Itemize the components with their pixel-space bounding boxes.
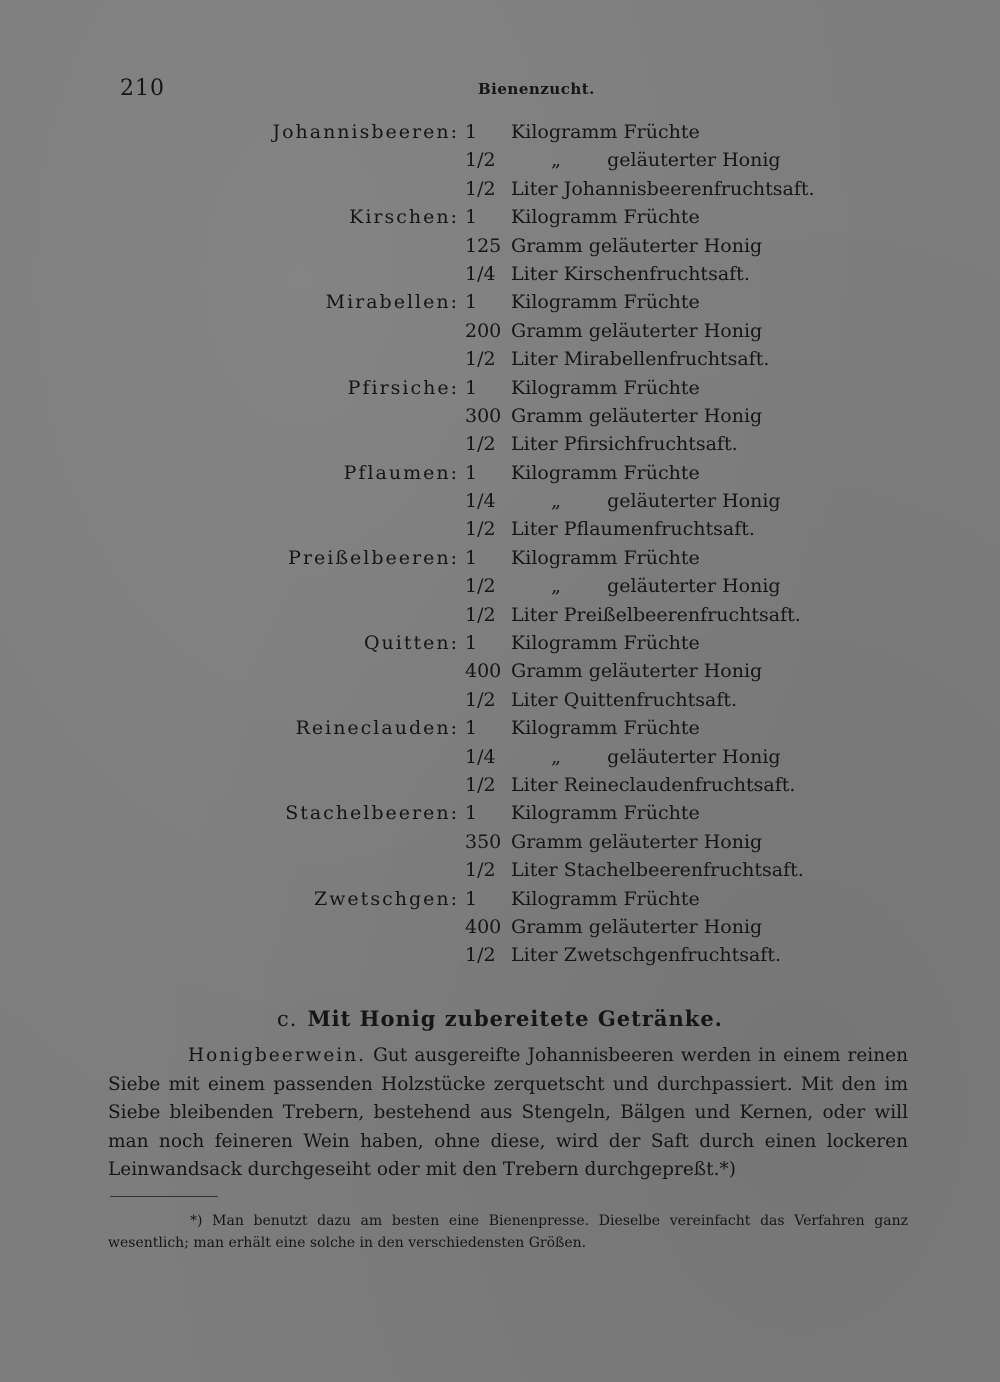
ingredient-description: Kilogramm Früchte xyxy=(511,887,700,910)
fruit-name: Preißelbeeren: xyxy=(288,546,459,569)
recipe-line xyxy=(0,515,1000,543)
fruit-name: Pfirsiche: xyxy=(347,376,459,399)
recipe-line xyxy=(0,345,1000,373)
section-letter: c. xyxy=(277,1007,298,1031)
fruit-name: Reineclauden: xyxy=(295,717,459,740)
ditto-mark: „ xyxy=(551,575,561,598)
recipe-line xyxy=(0,288,1000,316)
ingredient xyxy=(465,572,781,600)
fruit-name: Pflaumen: xyxy=(343,461,459,484)
ingredient-description: Liter Johannisbeerenfruchtsaft. xyxy=(511,177,815,200)
ingredient-quantity: 400 xyxy=(465,660,502,683)
body-paragraph xyxy=(108,1042,908,1185)
fruit-name: Quitten: xyxy=(363,632,459,655)
recipe-line xyxy=(0,885,1000,913)
fruit-name: Johannisbeeren: xyxy=(272,121,459,143)
recipe-line xyxy=(0,657,1000,685)
ingredient-description: Liter Zwetschgenfruchtsaft. xyxy=(511,944,782,967)
ingredient xyxy=(465,771,795,799)
recipe-list xyxy=(0,118,1000,970)
ingredient-quantity: 1/4 xyxy=(465,745,496,768)
ingredient-description: Gramm geläuterter Honig xyxy=(511,234,763,257)
ingredient-quantity: 1/4 xyxy=(465,490,496,513)
ingredient xyxy=(465,714,700,742)
recipe-line xyxy=(0,799,1000,827)
ingredient-description: geläuterter Honig xyxy=(607,745,781,768)
ingredient-quantity: 1/4 xyxy=(465,262,496,285)
ingredient-quantity: 1/2 xyxy=(465,433,496,456)
ingredient-quantity: 1/2 xyxy=(465,773,496,796)
ingredient-description: geläuterter Honig xyxy=(607,490,781,513)
ingredient-description: Kilogramm Früchte xyxy=(511,376,700,399)
recipe-line xyxy=(0,771,1000,799)
ingredient-description: Kilogramm Früchte xyxy=(511,546,700,569)
ingredient-quantity: 1/2 xyxy=(465,348,496,371)
recipe-line xyxy=(0,828,1000,856)
ingredient xyxy=(465,118,700,146)
ingredient-description: Kilogramm Früchte xyxy=(511,717,700,740)
ingredient-quantity: 1 xyxy=(465,717,478,740)
ingredient xyxy=(465,544,700,572)
footnote-divider xyxy=(110,1196,218,1197)
ingredient xyxy=(465,601,801,629)
ingredient xyxy=(465,374,700,402)
ingredient-description: Liter Preißelbeerenfruchtsaft. xyxy=(511,603,801,626)
ingredient xyxy=(465,487,781,515)
recipe-line xyxy=(0,232,1000,260)
ingredient-description: Kilogramm Früchte xyxy=(511,291,700,314)
ingredient-description: Gramm geläuterter Honig xyxy=(511,915,763,938)
ingredient-description: Kilogramm Früchte xyxy=(511,461,700,484)
paragraph-text: Gut ausgereifte Johannisbeeren werden in einem reinen Siebe mit einem passenden Holzstücke zerquetscht und durchpassiert. Mit den im Siebe bleibenden Trebern, bestehend aus Stengeln, Bälgen und Kernen, oder will man noch feineren Wein haben, ohne diese, wird der Saft durch einen lockeren Leinwandsack durchgeseiht oder mit den Trebern durchgepreßt.*) xyxy=(108,1045,908,1180)
ingredient xyxy=(465,459,700,487)
ingredient-description: Liter Pfirsichfruchtsaft. xyxy=(511,433,738,456)
ingredient-description: Liter Stachelbeerenfruchtsaft. xyxy=(511,859,804,882)
ingredient-description: Kilogramm Früchte xyxy=(511,632,700,655)
recipe-line xyxy=(0,913,1000,941)
ingredient xyxy=(465,657,762,685)
fruit-name: Mirabellen: xyxy=(325,291,459,314)
ingredient-description: Gramm geläuterter Honig xyxy=(511,830,763,853)
ingredient-quantity: 1 xyxy=(465,887,478,910)
fruit-name: Kirschen: xyxy=(349,206,459,229)
ingredient xyxy=(465,885,700,913)
ingredient-quantity: 1 xyxy=(465,206,478,229)
recipe-line xyxy=(0,743,1000,771)
ingredient-quantity: 1/2 xyxy=(465,944,496,967)
ditto-mark: „ xyxy=(551,490,561,513)
ingredient xyxy=(465,743,781,771)
ingredient xyxy=(465,203,700,231)
ingredient-description: Liter Reineclaudenfruchtsaft. xyxy=(511,773,796,796)
ditto-mark: „ xyxy=(551,745,561,768)
recipe-line xyxy=(0,601,1000,629)
ingredient-description: Kilogramm Früchte xyxy=(511,802,700,825)
ingredient-quantity: 400 xyxy=(465,915,502,938)
ingredient-description: geläuterter Honig xyxy=(607,149,781,172)
ingredient xyxy=(465,913,762,941)
ingredient-description: Liter Pflaumenfruchtsaft. xyxy=(511,518,755,541)
recipe-line xyxy=(0,146,1000,174)
ingredient xyxy=(465,828,762,856)
ingredient-description: Gramm geläuterter Honig xyxy=(511,319,763,342)
ingredient-description: Kilogramm Früchte xyxy=(511,206,700,229)
fruit-name: Zwetschgen: xyxy=(313,887,459,910)
ingredient-quantity: 1 xyxy=(465,291,478,314)
section-heading xyxy=(0,1006,1000,1031)
ingredient-description: Liter Mirabellenfruchtsaft. xyxy=(511,348,770,371)
recipe-line xyxy=(0,572,1000,600)
ingredient-description: Kilogramm Früchte xyxy=(511,121,700,143)
recipe-line xyxy=(0,714,1000,742)
ingredient-quantity: 200 xyxy=(465,319,502,342)
recipe-line xyxy=(0,629,1000,657)
ingredient xyxy=(465,260,750,288)
page-number: 210 xyxy=(120,76,165,101)
recipe-line xyxy=(0,856,1000,884)
ingredient-quantity: 1 xyxy=(465,546,478,569)
ingredient-description: Gramm geläuterter Honig xyxy=(511,404,763,427)
ingredient xyxy=(465,515,755,543)
ingredient-quantity: 1/2 xyxy=(465,177,496,200)
ingredient xyxy=(465,941,781,969)
ingredient xyxy=(465,856,804,884)
ingredient xyxy=(465,288,700,316)
ingredient xyxy=(465,686,737,714)
recipe-line xyxy=(0,686,1000,714)
recipe-line xyxy=(0,175,1000,203)
ingredient xyxy=(465,317,762,345)
ingredient-description: Gramm geläuterter Honig xyxy=(511,660,763,683)
ingredient xyxy=(465,430,738,458)
recipe-line xyxy=(0,941,1000,969)
ingredient xyxy=(465,175,815,203)
ingredient-quantity: 1/2 xyxy=(465,859,496,882)
ditto-mark: „ xyxy=(551,149,561,172)
ingredient xyxy=(465,799,700,827)
ingredient-quantity: 1 xyxy=(465,376,478,399)
recipe-line xyxy=(0,402,1000,430)
recipe-line xyxy=(0,203,1000,231)
ingredient-quantity: 1 xyxy=(465,632,478,655)
paragraph-lead-word: Honigbeerwein. xyxy=(188,1045,367,1066)
running-head: Bienenzucht. xyxy=(478,80,595,98)
ingredient-quantity: 1/2 xyxy=(465,688,496,711)
ingredient-description: Liter Quittenfruchtsaft. xyxy=(511,688,738,711)
recipe-line xyxy=(0,374,1000,402)
footnote: *) Man benutzt dazu am besten eine Bienenpresse. Dieselbe vereinfacht das Verfahren ganz wesentlich; man erhält eine solche in den verschiedensten Größen. xyxy=(108,1213,908,1251)
ingredient-quantity: 1/2 xyxy=(465,518,496,541)
recipe-line xyxy=(0,459,1000,487)
ingredient xyxy=(465,146,781,174)
ingredient-quantity: 1 xyxy=(465,121,478,143)
ingredient xyxy=(465,232,762,260)
ingredient-description: Liter Kirschenfruchtsaft. xyxy=(511,262,750,285)
ingredient xyxy=(465,402,762,430)
recipe-line xyxy=(0,430,1000,458)
recipe-line xyxy=(0,260,1000,288)
ingredient xyxy=(465,345,769,373)
recipe-line xyxy=(0,317,1000,345)
ingredient-quantity: 1 xyxy=(465,802,478,825)
recipe-line xyxy=(0,544,1000,572)
ingredient-description: geläuterter Honig xyxy=(607,575,781,598)
ingredient-quantity: 125 xyxy=(465,234,502,257)
ingredient-quantity: 300 xyxy=(465,404,502,427)
ingredient-quantity: 1/2 xyxy=(465,149,496,172)
recipe-line xyxy=(0,487,1000,515)
section-title: Mit Honig zubereitete Getränke. xyxy=(307,1006,723,1031)
fruit-name: Stachelbeeren: xyxy=(285,802,459,825)
ingredient-quantity: 1/2 xyxy=(465,575,496,598)
ingredient-quantity: 1/2 xyxy=(465,603,496,626)
ingredient xyxy=(465,629,700,657)
ingredient-quantity: 350 xyxy=(465,830,502,853)
recipe-line xyxy=(0,118,1000,146)
ingredient-quantity: 1 xyxy=(465,461,478,484)
